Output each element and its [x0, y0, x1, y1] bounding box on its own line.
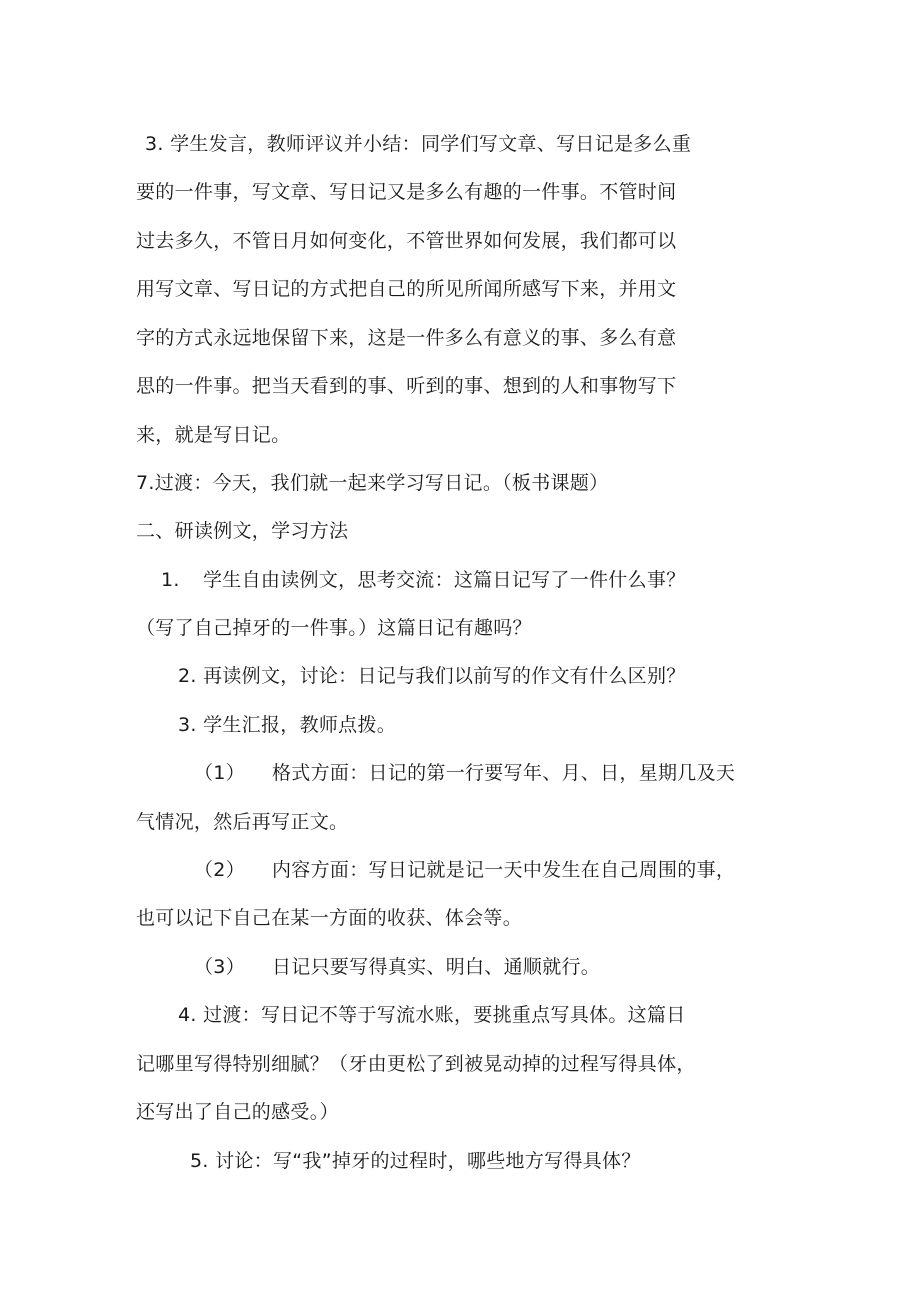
- paragraph-line: 思的一件事。把当天看到的事、听到的事、想到的人和事物写下: [136, 375, 677, 397]
- paragraph-line: 字的方式永远地保留下来，这是一件多么有意义的事、多么有意: [136, 327, 677, 349]
- list-item-text: 2. 再读例文，讨论：日记与我们以前写的作文有什么区别？: [178, 665, 686, 687]
- sub-item-text: 格式方面：日记的第一行要写年、月、日，星期几及天: [272, 762, 736, 784]
- paragraph-line: 过去多久，不管日月如何变化，不管世界如何发展，我们都可以: [136, 230, 677, 252]
- section-heading: 二、研读例文，学习方法: [136, 520, 349, 542]
- list-item-text: （写了自己掉牙的一件事。）这篇日记有趣吗？: [136, 617, 532, 639]
- paragraph-line: 来，就是写日记。: [136, 424, 291, 446]
- list-item-number: 1.: [161, 569, 180, 591]
- paragraph-line: 用写文章、写日记的方式把自己的所见所闻所感写下来，并用文: [136, 278, 677, 300]
- list-item-text: 记哪里写得特别细腻？（牙由更松了到被晃动掉的过程写得具体，: [136, 1053, 696, 1075]
- transition-line: 7.过渡：今天，我们就一起来学习写日记。（板书课题）: [136, 472, 609, 494]
- paragraph-line: 3. 学生发言，教师评议并小结：同学们写文章、写日记是多么重: [145, 133, 692, 155]
- list-item-text: 还写出了自己的感受。）: [136, 1101, 339, 1123]
- sub-item-text: 日记只要写得真实、明白、通顺就行。: [272, 956, 601, 978]
- list-item-text: 4. 过渡：写日记不等于写流水账，要挑重点写具体。这篇日: [178, 1004, 686, 1026]
- list-item-text: 5. 讨论：写“我”掉牙的过程时，哪些地方写得具体？: [190, 1150, 641, 1172]
- sub-item-text: 也可以记下自己在某一方面的收获、体会等。: [136, 907, 523, 929]
- sub-item-text: 气情况，然后再写正文。: [136, 811, 349, 833]
- sub-item-number: （2）: [194, 859, 245, 881]
- sub-item-number: （3）: [194, 956, 245, 978]
- list-item-text: 学生自由读例文，思考交流：这篇日记写了一件什么事？: [203, 569, 686, 591]
- sub-item-text: 内容方面：写日记就是记一天中发生在自己周围的事，: [272, 859, 736, 881]
- sub-item-number: （1）: [194, 762, 245, 784]
- paragraph-line: 要的一件事，写文章、写日记又是多么有趣的一件事。不管时间: [136, 181, 677, 203]
- list-item-text: 3. 学生汇报，教师点拨。: [178, 714, 397, 736]
